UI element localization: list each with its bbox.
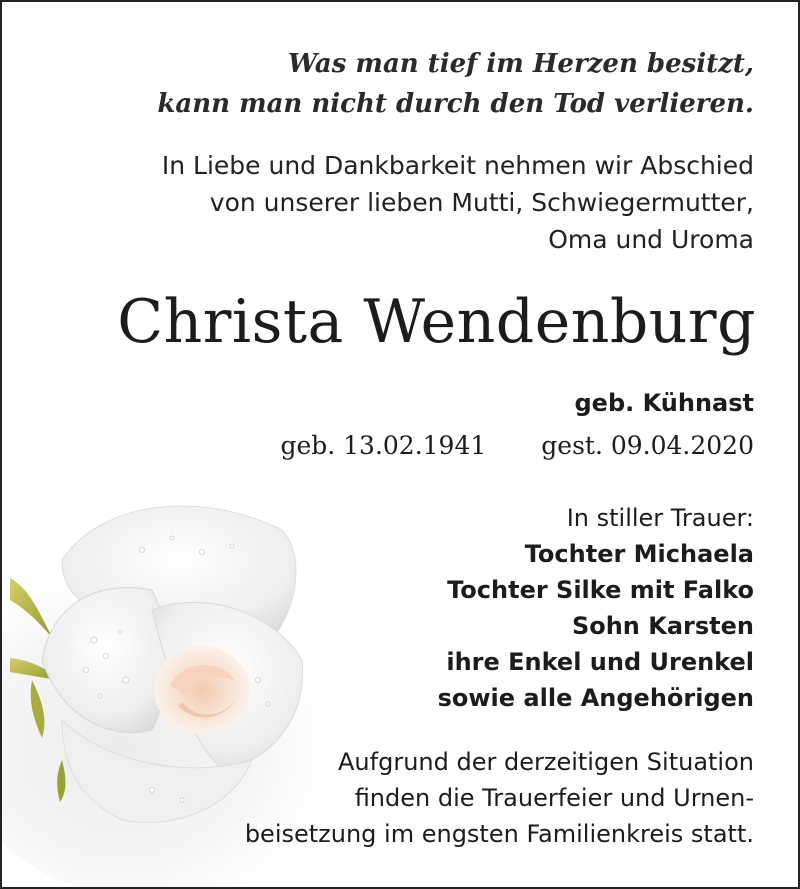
mourner-entry: sowie alle Angehörigen <box>437 684 754 712</box>
notice-line: finden die Trauerfeier und Urnen- <box>354 784 754 812</box>
motto-quote <box>157 44 754 124</box>
mourners-heading: In stiller Trauer: <box>566 504 754 532</box>
mourner-entry: Sohn Karsten <box>571 612 754 640</box>
notice-line: Aufgrund der derzeitigen Situation <box>338 748 754 776</box>
motto-line: Was man tief im Herzen besitzt, <box>287 49 754 79</box>
notice-line: beisetzung im engsten Familienkreis statt. <box>244 820 754 848</box>
birth-date: geb. 13.02.1941 <box>280 431 487 460</box>
mourner-entry: ihre Enkel und Urenkel <box>446 648 754 676</box>
mourner-entry: Tochter Silke mit Falko <box>447 576 754 604</box>
intro-line: von unserer lieben Mutti, Schwiegermutter, <box>209 188 754 217</box>
mourners-list <box>438 500 754 716</box>
maiden-name: geb. Kühnast <box>574 389 754 417</box>
deceased-name: Christa Wendenburg <box>117 287 756 357</box>
intro-line: Oma und Uroma <box>548 225 754 254</box>
death-date: gest. 09.04.2020 <box>541 431 754 460</box>
motto-line: kann man nicht durch den Tod verlieren. <box>157 89 754 119</box>
farewell-intro <box>162 147 754 258</box>
intro-line: In Liebe und Dankbarkeit nehmen wir Abschied <box>161 151 754 180</box>
mourner-entry: Tochter Michaela <box>524 540 754 568</box>
life-dates <box>280 426 754 466</box>
funeral-notice <box>245 744 754 852</box>
